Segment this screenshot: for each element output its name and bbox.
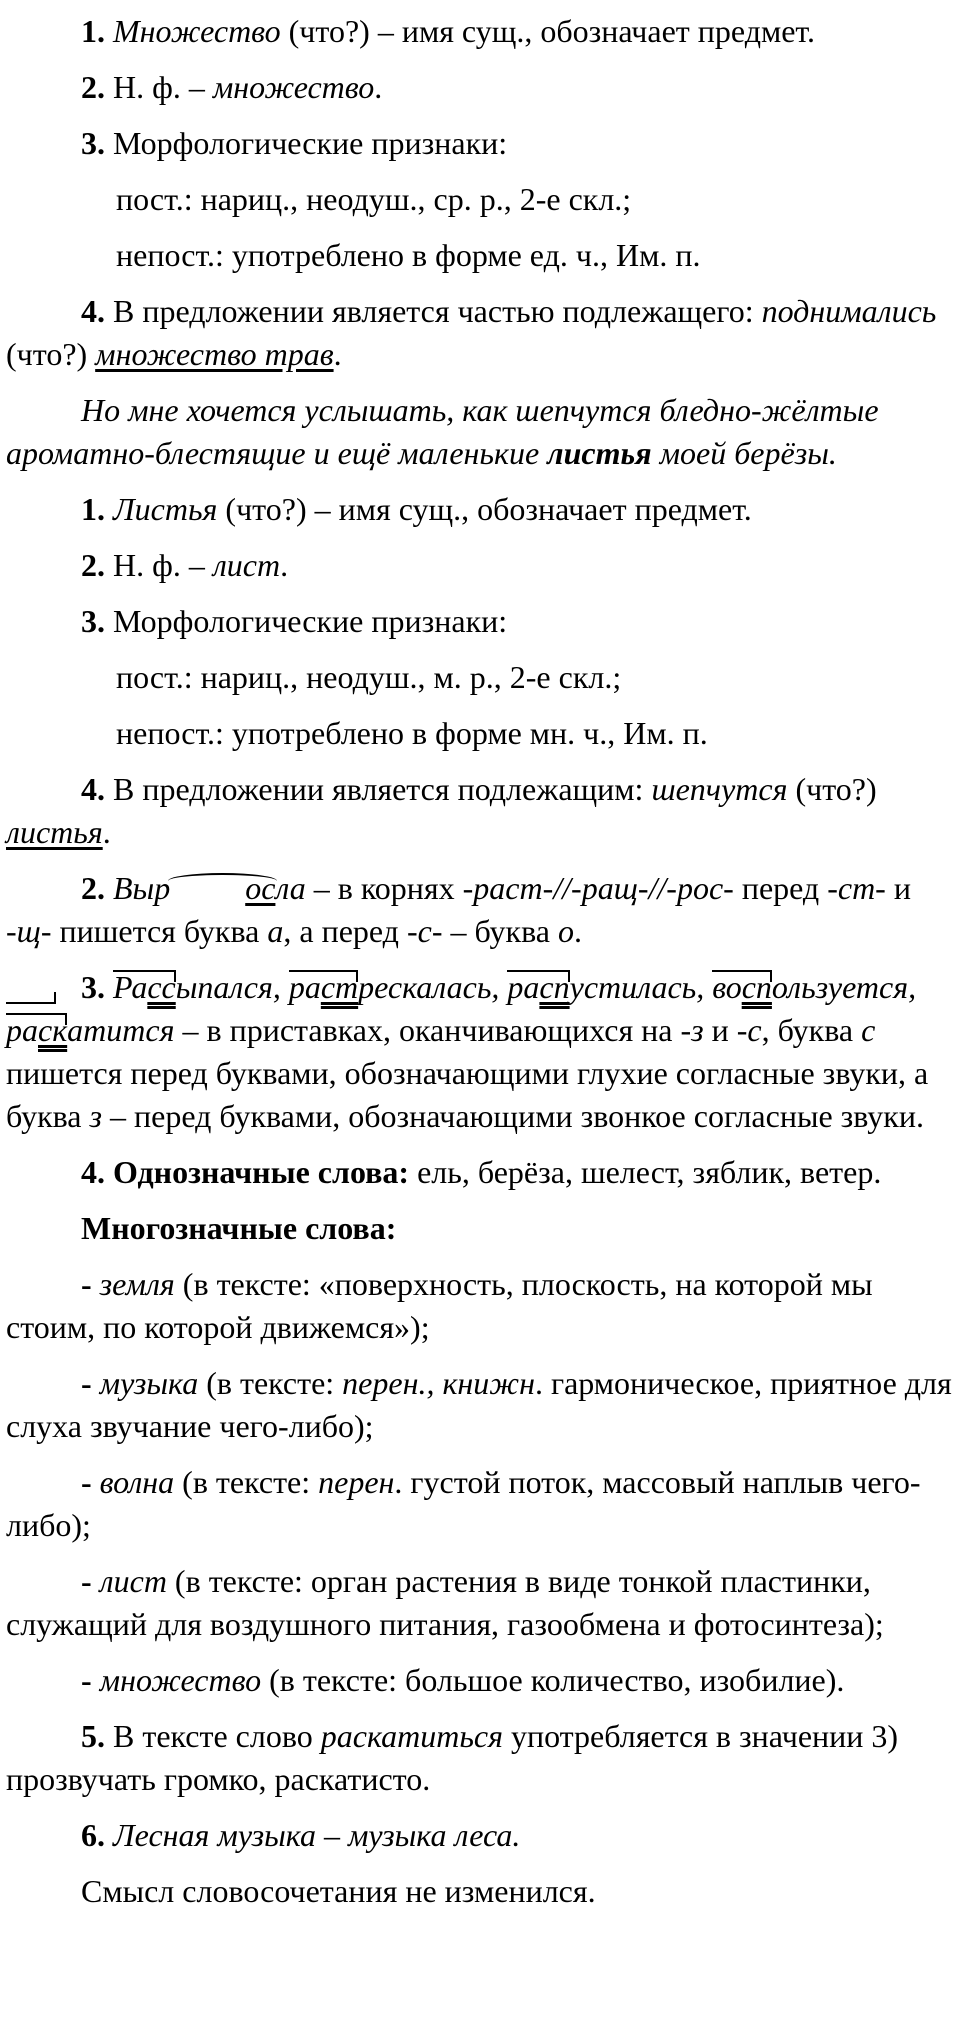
- prefix-mark: [6, 966, 56, 967]
- task-4-multi-heading: Многозначные слова:: [81, 1210, 397, 1246]
- meaning-list: - лист (в тексте: орган растения в виде тонкой пластинки, служащий для воздушного питания, газообмена и фотосинтеза);: [6, 1563, 884, 1642]
- item2-1: 1. Листья (что?) – имя сущ., обозначает предмет.: [81, 491, 752, 527]
- task-2: 2. Выр осла – в корнях -раст-//-ращ-//-рос- перед -ст- и -щ- пишется буква а, а перед -с- – буква о.: [0, 867, 960, 953]
- item-4: 4. В предложении является частью подлежащего: поднимались (что?) множество трав.: [6, 293, 937, 372]
- task-6: 6. Лесная музыка – музыка леса.: [81, 1817, 521, 1853]
- sentence: Но мне хочется услышать, как шепчутся бледно-жёлтые ароматно-блестящие и ещё маленькие листья моей берёзы.: [6, 392, 879, 471]
- item-3-const: пост.: нариц., неодуш., ср. р., 2-е скл.;: [116, 181, 632, 217]
- meaning-volna: - волна (в тексте: перен. густой поток, массовый наплыв чего-либо);: [6, 1464, 921, 1543]
- meaning-muzyka: - музыка (в тексте: перен., книжн. гармоническое, приятное для слуха звучание чего-либо);: [6, 1365, 952, 1444]
- task-3: 3. Рассыпался, растрескалась, распустилась, воспользуется, раскатится – в приставках, оканчивающихся на -з и -с, буква с пишется перед буквами, обозначающими глухие согласные звуки, а буква з – перед буквами, обозначающими звонкое согласные звуки.: [0, 966, 960, 1138]
- item2-3: 3. Морфологические признаки:: [81, 603, 508, 639]
- meaning-zemlya: - земля (в тексте: «поверхность, плоскость, на которой мы стоим, по которой движемся»);: [6, 1266, 873, 1345]
- root-arc: ос: [170, 867, 275, 910]
- item2-3-const: пост.: нариц., неодуш., м. р., 2-е скл.;: [116, 659, 622, 695]
- prefix-mark: Расс: [113, 966, 176, 1009]
- prefix-mark: раст: [289, 966, 358, 1009]
- task-5: 5. В тексте слово раскатиться употребляется в значении 3) прозвучать громко, раскатисто.: [6, 1718, 899, 1797]
- item2-2: 2. Н. ф. – лист.: [81, 547, 289, 583]
- conclusion: Смысл словосочетания не изменился.: [81, 1873, 596, 1909]
- item-3-var: непост.: употреблено в форме ед. ч., Им. п.: [116, 237, 701, 273]
- item-1: 1. Множество (что?) – имя сущ., обозначает предмет.: [81, 13, 815, 49]
- prefix-mark: расп: [507, 966, 569, 1009]
- task-4: 4. Однозначные слова: ель, берёза, шелест, зяблик, ветер.: [81, 1154, 882, 1190]
- item-3: 3. Морфологические признаки:: [81, 125, 508, 161]
- meaning-mnozhestvo: - множество (в тексте: большое количество, изобилие).: [81, 1662, 845, 1698]
- item2-3-var: непост.: употреблено в форме мн. ч., Им. п.: [116, 715, 708, 751]
- item-2: 2. Н. ф. – множество.: [81, 69, 383, 105]
- prefix-mark: восп: [712, 966, 772, 1009]
- item2-4: 4. В предложении является подлежащим: шепчутся (что?) листья.: [6, 771, 877, 850]
- prefix-mark: раск: [6, 1009, 67, 1052]
